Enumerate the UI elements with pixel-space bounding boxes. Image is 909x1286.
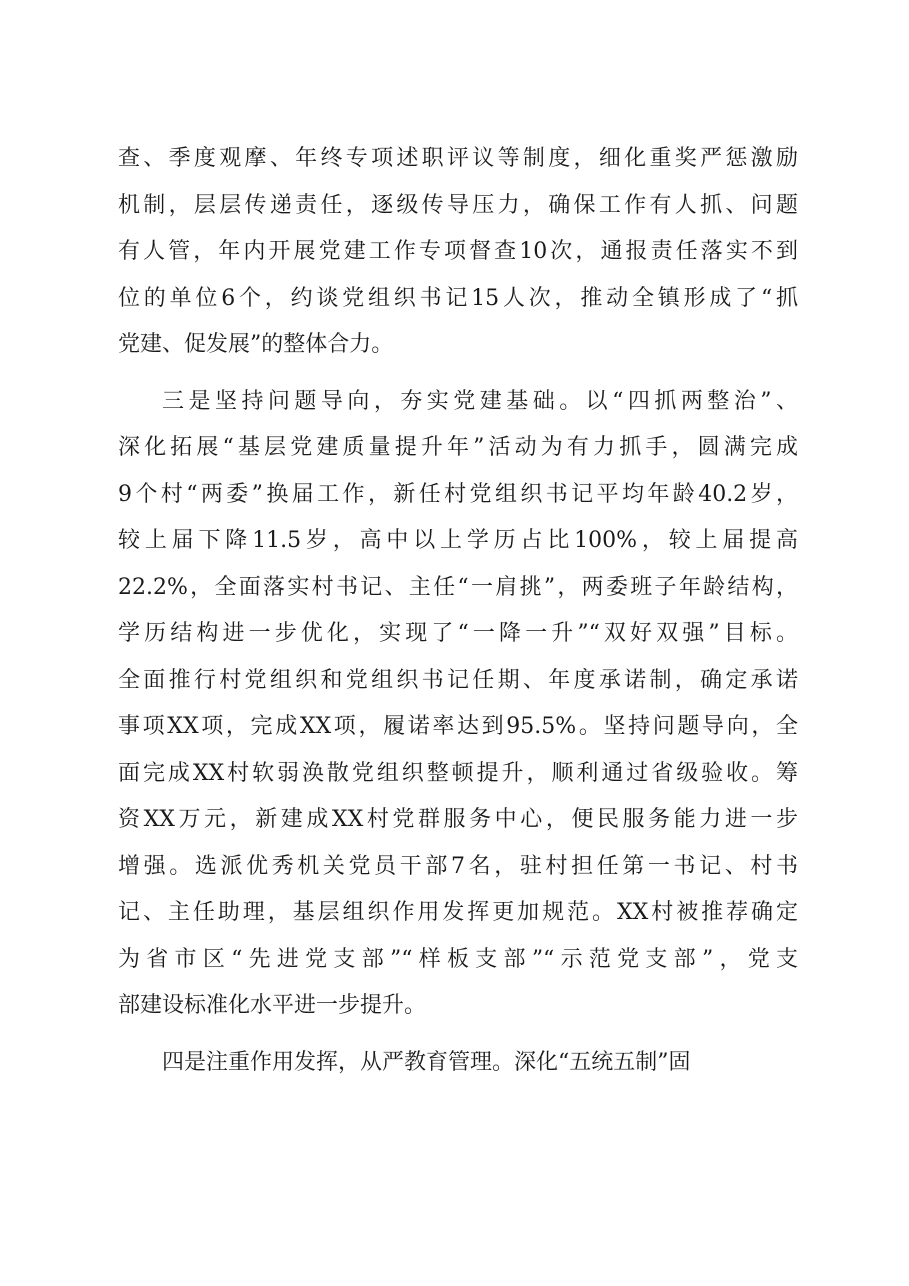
document-page [118, 136, 798, 1086]
text-line: 学历结构进一步优化，实现了“一降一升”“双好双强”目标。 [118, 621, 798, 646]
text-line: 事项XX项，完成XX项，履诺率达到95.5%。坚持问题导向，全 [118, 714, 798, 739]
text-line: 深化拓展“基层党建质量提升年”活动为有力抓手，圆满完成 [118, 435, 798, 460]
paragraph-1 [118, 136, 798, 369]
text-line: 资XX万元，新建成XX村党群服务中心，便民服务能力进一步 [118, 807, 798, 832]
text-line: 有人管，年内开展党建工作专项督查10次，通报责任落实不到 [118, 239, 798, 264]
text-line: 9个村“两委”换届工作，新任村党组织书记平均年龄40.2岁， [118, 481, 798, 507]
text-line: 机制，层层传递责任，逐级传导压力，确保工作有人抓、问题 [118, 192, 798, 218]
text-line: 党建、促发展”的整体合力。 [118, 332, 394, 357]
text-line: 四是注重作用发挥，从严教育管理。深化“五统五制”固 [162, 1049, 691, 1075]
text-line: 为省市区“先进党支部”“样板支部”“示范党支部”，党支 [118, 946, 798, 972]
text-line: 记、主任助理，基层组织作用发挥更加规范。XX村被推荐确定 [118, 900, 798, 925]
text-line: 全面推行村党组织和党组织书记任期、年度承诺制，确定承诺 [118, 667, 798, 693]
paragraph-2 [118, 379, 798, 1030]
text-line: 增强。选派优秀机关党员干部7名，驻村担任第一书记、村书 [118, 853, 798, 879]
paragraph-3 [118, 1040, 798, 1087]
text-line: 22.2%，全面落实村书记、主任“一肩挑”，两委班子年龄结构， [118, 574, 798, 600]
text-line: 三是坚持问题导向，夯实党建基础。以“四抓两整治”、 [162, 388, 798, 414]
text-line: 位的单位6个，约谈党组织书记15人次，推动全镇形成了“抓 [118, 285, 798, 311]
text-line: 查、季度观摩、年终专项述职评议等制度，细化重奖严惩激励 [118, 146, 798, 171]
text-line: 面完成XX村软弱涣散党组织整顿提升，顺利通过省级验收。筹 [118, 760, 798, 786]
text-line: 较上届下降11.5岁，高中以上学历占比100%，较上届提高 [118, 528, 798, 553]
text-line: 部建设标准化水平进一步提升。 [118, 993, 427, 1018]
